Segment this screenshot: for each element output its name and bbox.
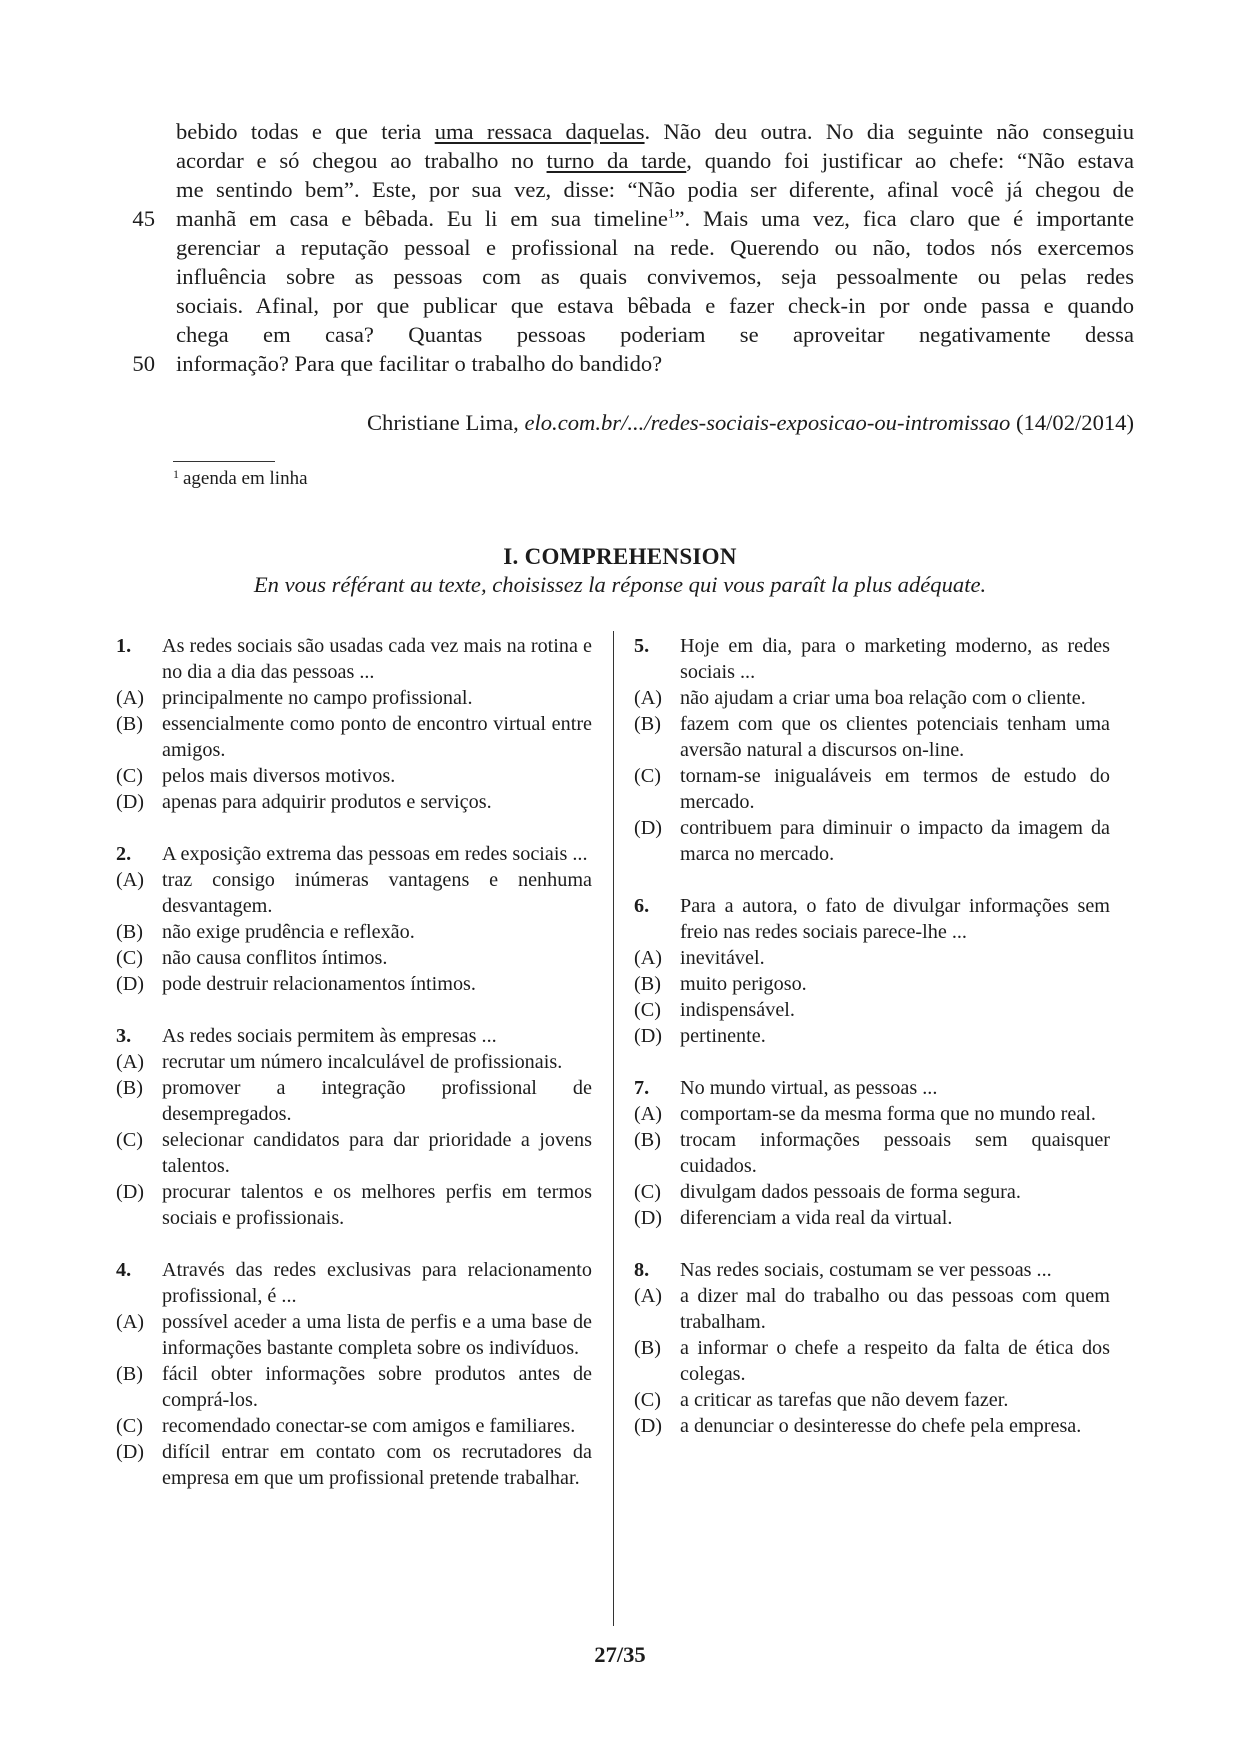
answer-option bbox=[634, 1387, 1110, 1413]
option-label: (B) bbox=[116, 1363, 143, 1385]
option-text: muito perigoso. bbox=[680, 973, 807, 995]
option-label: (B) bbox=[634, 1337, 661, 1359]
passage-line bbox=[176, 175, 1134, 204]
question-number: 1. bbox=[116, 635, 132, 657]
answer-option bbox=[116, 789, 592, 815]
footnote-text: agenda em linha bbox=[183, 468, 308, 489]
option-text: trocam informações pessoais sem quaisquer cuidados. bbox=[680, 1129, 1110, 1177]
option-text: indispensável. bbox=[680, 999, 795, 1021]
column-divider bbox=[613, 631, 614, 1626]
option-text: divulgam dados pessoais de forma segura. bbox=[680, 1181, 1021, 1203]
option-text: traz consigo inúmeras vantagens e nenhuma desvantagem. bbox=[162, 869, 592, 917]
answer-option bbox=[634, 1023, 1110, 1049]
question-stem: Hoje em dia, para o marketing moderno, as redes sociais ... bbox=[680, 635, 1110, 683]
footnote-reference: 1 bbox=[667, 205, 675, 221]
option-text: apenas para adquirir produtos e serviços. bbox=[162, 791, 492, 813]
question-stem: A exposição extrema das pessoas em redes sociais ... bbox=[162, 843, 588, 865]
option-text: recomendado conectar-se com amigos e familiares. bbox=[162, 1415, 576, 1437]
passage-text: bebido todas e que teria bbox=[176, 119, 435, 144]
question-number: 6. bbox=[634, 895, 650, 917]
option-label: (D) bbox=[634, 1025, 663, 1047]
question-stem-row bbox=[116, 633, 592, 685]
option-text: difícil entrar em contato com os recrutadores da empresa em que um profissional pretende trabalhar. bbox=[162, 1441, 592, 1489]
option-text: fácil obter informações sobre produtos antes de comprá-los. bbox=[162, 1363, 592, 1411]
questions-left-column bbox=[116, 633, 592, 1517]
option-text: diferenciam a vida real da virtual. bbox=[680, 1207, 953, 1229]
question bbox=[634, 633, 1110, 867]
question bbox=[116, 1257, 592, 1491]
option-label: (D) bbox=[116, 791, 145, 813]
passage-text: acordar e só chegou ao trabalho no bbox=[176, 148, 547, 173]
option-label: (C) bbox=[116, 1129, 143, 1151]
option-text: pertinente. bbox=[680, 1025, 766, 1047]
answer-option bbox=[116, 1309, 592, 1361]
questions-right-column bbox=[634, 633, 1110, 1465]
footnote-mark: 1 bbox=[173, 467, 179, 481]
answer-option bbox=[116, 919, 592, 945]
option-text: procurar talentos e os melhores perfis em termos sociais e profissionais. bbox=[162, 1181, 592, 1229]
answer-option bbox=[634, 1335, 1110, 1387]
answer-option bbox=[634, 685, 1110, 711]
option-label: (D) bbox=[116, 1181, 145, 1203]
question-stem: As redes sociais permitem às empresas ... bbox=[162, 1025, 497, 1047]
passage-line bbox=[176, 117, 1134, 146]
footnote bbox=[173, 467, 308, 491]
question-stem-row bbox=[634, 1075, 1110, 1101]
option-label: (C) bbox=[634, 765, 661, 787]
question-number: 8. bbox=[634, 1259, 650, 1281]
answer-option bbox=[116, 1439, 592, 1491]
option-label: (B) bbox=[634, 1129, 661, 1151]
passage-line bbox=[176, 146, 1134, 175]
question-number: 3. bbox=[116, 1025, 132, 1047]
option-text: selecionar candidatos para dar prioridade a jovens talentos. bbox=[162, 1129, 592, 1177]
passage-text: manhã em casa e bêbada. Eu li em sua timeline bbox=[176, 206, 668, 231]
question-number: 4. bbox=[116, 1259, 132, 1281]
answer-option bbox=[634, 815, 1110, 867]
question bbox=[116, 633, 592, 815]
footnote-divider bbox=[173, 461, 275, 462]
question-stem: As redes sociais são usadas cada vez mais na rotina e no dia a dia das pessoas ... bbox=[162, 635, 592, 683]
passage-text: chega em casa? Quantas pessoas poderiam se aproveitar negativamente dessa bbox=[176, 322, 1134, 347]
option-label: (C) bbox=[116, 765, 143, 787]
answer-option bbox=[634, 997, 1110, 1023]
citation-author: Christiane Lima, bbox=[366, 410, 525, 435]
question-stem-row bbox=[634, 633, 1110, 685]
option-text: a informar o chefe a respeito da falta de ética dos colegas. bbox=[680, 1337, 1110, 1385]
option-text: não exige prudência e reflexão. bbox=[162, 921, 415, 943]
answer-option bbox=[116, 1179, 592, 1231]
answer-option bbox=[116, 1049, 592, 1075]
option-text: não causa conflitos íntimos. bbox=[162, 947, 388, 969]
answer-option bbox=[116, 763, 592, 789]
answer-option bbox=[634, 1413, 1110, 1439]
question bbox=[634, 893, 1110, 1049]
option-label: (C) bbox=[116, 1415, 143, 1437]
answer-option bbox=[634, 1101, 1110, 1127]
passage-text: ”. Mais uma vez, fica claro que é importante bbox=[674, 206, 1134, 231]
passage-text: , quando foi justificar ao chefe: “Não estava bbox=[686, 148, 1134, 173]
option-label: (C) bbox=[116, 947, 143, 969]
question bbox=[634, 1075, 1110, 1231]
option-label: (A) bbox=[116, 687, 145, 709]
section-title: I. COMPREHENSION bbox=[503, 544, 737, 569]
answer-option bbox=[634, 1205, 1110, 1231]
option-label: (C) bbox=[634, 1181, 661, 1203]
option-label: (B) bbox=[116, 713, 143, 735]
option-label: (D) bbox=[634, 1207, 663, 1229]
option-label: (B) bbox=[634, 973, 661, 995]
passage-line bbox=[176, 233, 1134, 262]
passage-line bbox=[176, 262, 1134, 291]
option-label: (B) bbox=[116, 1077, 143, 1099]
question-stem: Nas redes sociais, costumam se ver pessoas ... bbox=[680, 1259, 1052, 1281]
option-text: inevitável. bbox=[680, 947, 765, 969]
answer-option bbox=[116, 971, 592, 997]
citation-source: elo.com.br/.../redes-sociais-exposicao-ou-intromissao bbox=[524, 410, 1011, 435]
option-text: a denunciar o desinteresse do chefe pela empresa. bbox=[680, 1415, 1082, 1437]
page-number: 27/35 bbox=[594, 1642, 646, 1667]
answer-option bbox=[116, 685, 592, 711]
answer-option bbox=[634, 711, 1110, 763]
option-label: (A) bbox=[116, 869, 145, 891]
passage-text: gerenciar a reputação pessoal e profissional na rede. Querendo ou não, todos nós exercemos bbox=[176, 235, 1134, 260]
passage-text: me sentindo bem”. Este, por sua vez, disse: “Não podia ser diferente, afinal você já chegou de bbox=[176, 177, 1134, 202]
passage-line bbox=[176, 320, 1134, 349]
question-stem: Para a autora, o fato de divulgar informações sem freio nas redes sociais parece-lhe ... bbox=[680, 895, 1110, 943]
answer-option bbox=[116, 1361, 592, 1413]
option-label: (A) bbox=[116, 1051, 145, 1073]
option-label: (A) bbox=[634, 1103, 663, 1125]
answer-option bbox=[634, 945, 1110, 971]
option-text: fazem com que os clientes potenciais tenham uma aversão natural a discursos on-line. bbox=[680, 713, 1110, 761]
option-label: (A) bbox=[116, 1311, 145, 1333]
option-label: (A) bbox=[634, 687, 663, 709]
question bbox=[116, 841, 592, 997]
question-stem-row bbox=[116, 841, 592, 867]
option-text: essencialmente como ponto de encontro virtual entre amigos. bbox=[162, 713, 592, 761]
question-stem-row bbox=[116, 1257, 592, 1309]
option-text: pelos mais diversos motivos. bbox=[162, 765, 396, 787]
underlined-phrase: turno da tarde bbox=[546, 148, 687, 173]
option-text: contribuem para diminuir o impacto da imagem da marca no mercado. bbox=[680, 817, 1110, 865]
option-label: (A) bbox=[634, 1285, 663, 1307]
question-stem-row bbox=[634, 1257, 1110, 1283]
answer-option bbox=[116, 1127, 592, 1179]
option-label: (B) bbox=[116, 921, 143, 943]
question-number: 2. bbox=[116, 843, 132, 865]
option-label: (D) bbox=[634, 817, 663, 839]
option-text: pode destruir relacionamentos íntimos. bbox=[162, 973, 476, 995]
underlined-phrase: uma ressaca daquelas bbox=[434, 119, 645, 144]
question bbox=[116, 1023, 592, 1231]
question-stem: No mundo virtual, as pessoas ... bbox=[680, 1077, 938, 1099]
passage-text: sociais. Afinal, por que publicar que estava bêbada e fazer check-in por onde passa e quando bbox=[176, 293, 1134, 318]
option-label: (D) bbox=[116, 973, 145, 995]
answer-option bbox=[116, 867, 592, 919]
option-text: promover a integração profissional de desempregados. bbox=[162, 1077, 592, 1125]
option-text: tornam-se inigualáveis em termos de estudo do mercado. bbox=[680, 765, 1110, 813]
question-number: 5. bbox=[634, 635, 650, 657]
option-text: a criticar as tarefas que não devem fazer. bbox=[680, 1389, 1009, 1411]
reading-passage bbox=[176, 117, 1134, 378]
answer-option bbox=[116, 711, 592, 763]
answer-option bbox=[634, 1127, 1110, 1179]
passage-line bbox=[176, 291, 1134, 320]
passage-line bbox=[176, 349, 1134, 378]
line-number-50: 50 bbox=[132, 351, 155, 376]
answer-option bbox=[634, 763, 1110, 815]
option-text: recrutar um número incalculável de profissionais. bbox=[162, 1051, 563, 1073]
option-text: não ajudam a criar uma boa relação com o cliente. bbox=[680, 687, 1086, 709]
passage-text: influência sobre as pessoas com as quais convivemos, seja pessoalmente ou pelas redes bbox=[176, 264, 1134, 289]
passage-text: . Não deu outra. No dia seguinte não conseguiu bbox=[644, 119, 1135, 144]
option-text: principalmente no campo profissional. bbox=[162, 687, 473, 709]
section-instruction: En vous référant au texte, choisissez la réponse qui vous paraît la plus adéquate. bbox=[253, 572, 987, 597]
option-label: (B) bbox=[634, 713, 661, 735]
question-stem-row bbox=[116, 1023, 592, 1049]
option-text: comportam-se da mesma forma que no mundo real. bbox=[680, 1103, 1096, 1125]
option-label: (D) bbox=[116, 1441, 145, 1463]
answer-option bbox=[634, 1283, 1110, 1335]
option-text: a dizer mal do trabalho ou das pessoas com quem trabalham. bbox=[680, 1285, 1110, 1333]
line-number-45: 45 bbox=[132, 206, 155, 231]
option-label: (D) bbox=[634, 1415, 663, 1437]
answer-option bbox=[634, 971, 1110, 997]
passage-citation bbox=[367, 408, 1134, 437]
question bbox=[634, 1257, 1110, 1439]
question-stem-row bbox=[634, 893, 1110, 945]
answer-option bbox=[116, 1075, 592, 1127]
option-label: (C) bbox=[634, 999, 661, 1021]
question-stem: Através das redes exclusivas para relacionamento profissional, é ... bbox=[162, 1259, 592, 1307]
question-number: 7. bbox=[634, 1077, 650, 1099]
answer-option bbox=[634, 1179, 1110, 1205]
option-label: (A) bbox=[634, 947, 663, 969]
passage-line bbox=[176, 204, 1134, 233]
citation-date: (14/02/2014) bbox=[1010, 410, 1134, 435]
answer-option bbox=[116, 945, 592, 971]
option-text: possível aceder a uma lista de perfis e a uma base de informações bastante completa sobre os indivíduos. bbox=[162, 1311, 592, 1359]
option-label: (C) bbox=[634, 1389, 661, 1411]
answer-option bbox=[116, 1413, 592, 1439]
passage-text: informação? Para que facilitar o trabalho do bandido? bbox=[176, 351, 663, 376]
